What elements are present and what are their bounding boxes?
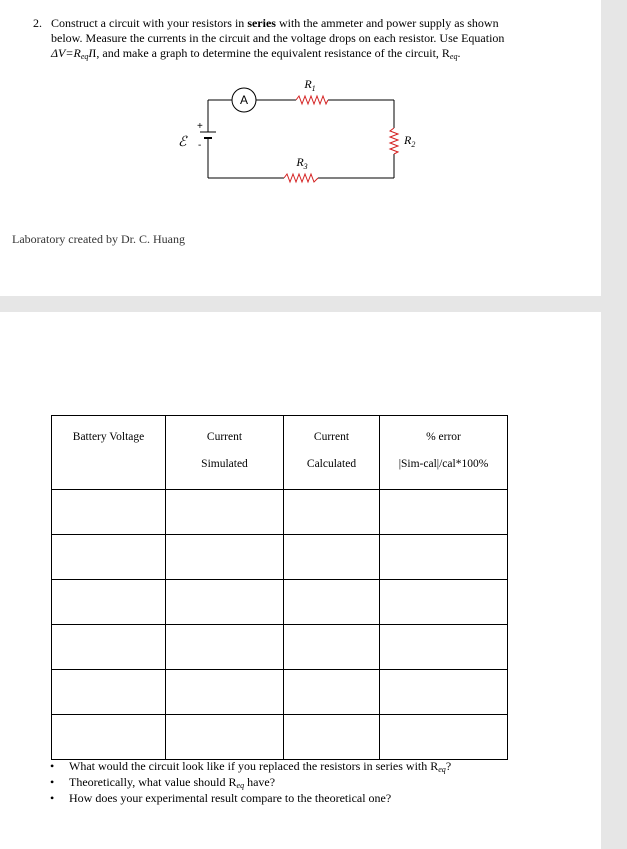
header-current-calculated [284, 416, 380, 490]
table-cell[interactable] [166, 580, 284, 625]
question-line-3-period: . [457, 46, 461, 60]
table-cell[interactable] [284, 670, 380, 715]
header-percent-error [380, 416, 508, 490]
header-simulated-text: Simulated [201, 458, 248, 470]
bullet-1-text-a: What would the circuit look like if you replaced the resistors in series with R [69, 759, 439, 773]
table-cell[interactable] [52, 535, 166, 580]
table-cell[interactable] [380, 490, 508, 535]
table-header-row [52, 416, 508, 490]
table-cell[interactable] [52, 715, 166, 760]
question-line-1-bold: series [247, 16, 276, 30]
series-circuit-diagram [160, 74, 420, 194]
bullet-3-text: How does your experimental result compare to the theoretical one? [69, 791, 392, 805]
table-cell[interactable] [166, 535, 284, 580]
header-battery-voltage [52, 416, 166, 490]
table-cell[interactable] [52, 625, 166, 670]
bullet-2-text-a: Theoretically, what value should R [69, 775, 237, 789]
header-current-text-2: Current [313, 431, 350, 443]
table-cell[interactable] [52, 670, 166, 715]
bullet-1-text-b: ? [445, 759, 452, 773]
page-2 [0, 312, 601, 849]
bullet-dot-icon: • [50, 775, 55, 789]
resistor-r1-icon [296, 96, 328, 104]
bullet-2-text-b: have? [244, 775, 276, 789]
table-cell[interactable] [166, 715, 284, 760]
equation-part-a: ΔV=R [51, 46, 81, 60]
table-cell[interactable] [380, 580, 508, 625]
header-percent-error-text: % error [426, 431, 461, 443]
resistor-r3-icon [284, 174, 318, 182]
table-cell[interactable] [166, 670, 284, 715]
lab-credit: Laboratory created by Dr. C. Huang [12, 232, 185, 246]
table-cell[interactable] [166, 490, 284, 535]
table-cell[interactable] [52, 580, 166, 625]
r2-label: $R_2$ [404, 133, 416, 149]
table-cell[interactable] [284, 490, 380, 535]
resistor-r2-icon [390, 128, 398, 154]
table-cell[interactable] [380, 625, 508, 670]
question-line-1-text-b: with the ammeter and power supply as shown [275, 16, 499, 30]
question-line-3-text: I, and make a graph to determine the equivalent resistance of the circuit, R [92, 46, 450, 60]
table-cell[interactable] [284, 580, 380, 625]
question-line-1-text-a: Construct a circuit with your resistors in [51, 16, 248, 30]
table-cell[interactable] [52, 490, 166, 535]
header-error-formula-text: |Sim-cal|/cal*100% [398, 458, 489, 470]
bullet-1-subscript: eq [438, 765, 446, 774]
header-current-simulated [166, 416, 284, 490]
table-row [52, 580, 508, 625]
table-row [52, 490, 508, 535]
bullet-dot-icon: • [50, 791, 55, 805]
table-cell[interactable] [284, 535, 380, 580]
battery-plus-sign: + [197, 121, 203, 132]
table-row [52, 670, 508, 715]
table-row [52, 535, 508, 580]
header-calculated-text: Calculated [306, 458, 357, 470]
ammeter-label: A [239, 93, 249, 107]
table-row [52, 625, 508, 670]
bullet-dot-icon: • [50, 759, 55, 773]
header-battery-voltage-text: Battery Voltage [72, 431, 145, 443]
table-cell[interactable] [380, 670, 508, 715]
emf-label: ℰ [178, 135, 187, 150]
table-row [52, 715, 508, 760]
question-line-3: $\Delta V=R_{eq}II$, and make a graph to determine the equivalent resistance of the circuit, $R_{eq}$. [51, 46, 461, 61]
table-cell[interactable] [284, 625, 380, 670]
question-number: 2. [33, 16, 42, 30]
table-cell[interactable] [284, 715, 380, 760]
question-line-1 [51, 16, 499, 30]
equation-subscript-2: eq [449, 52, 458, 61]
table-cell[interactable] [380, 535, 508, 580]
battery-minus-sign: - [198, 140, 202, 151]
question-line-2: below. Measure the currents in the circuit and the voltage drops on each resistor. Use Equation [51, 31, 505, 45]
r1-label: $R_1$ [304, 77, 316, 93]
bullet-2-subscript: eq [236, 781, 245, 790]
r3-label: $R_3$ [296, 155, 308, 171]
table-cell[interactable] [166, 625, 284, 670]
header-current-text-1: Current [206, 431, 243, 443]
equation-subscript-1: eq [80, 52, 89, 61]
page-1 [0, 0, 601, 296]
table-cell[interactable] [380, 715, 508, 760]
results-table [51, 415, 508, 760]
